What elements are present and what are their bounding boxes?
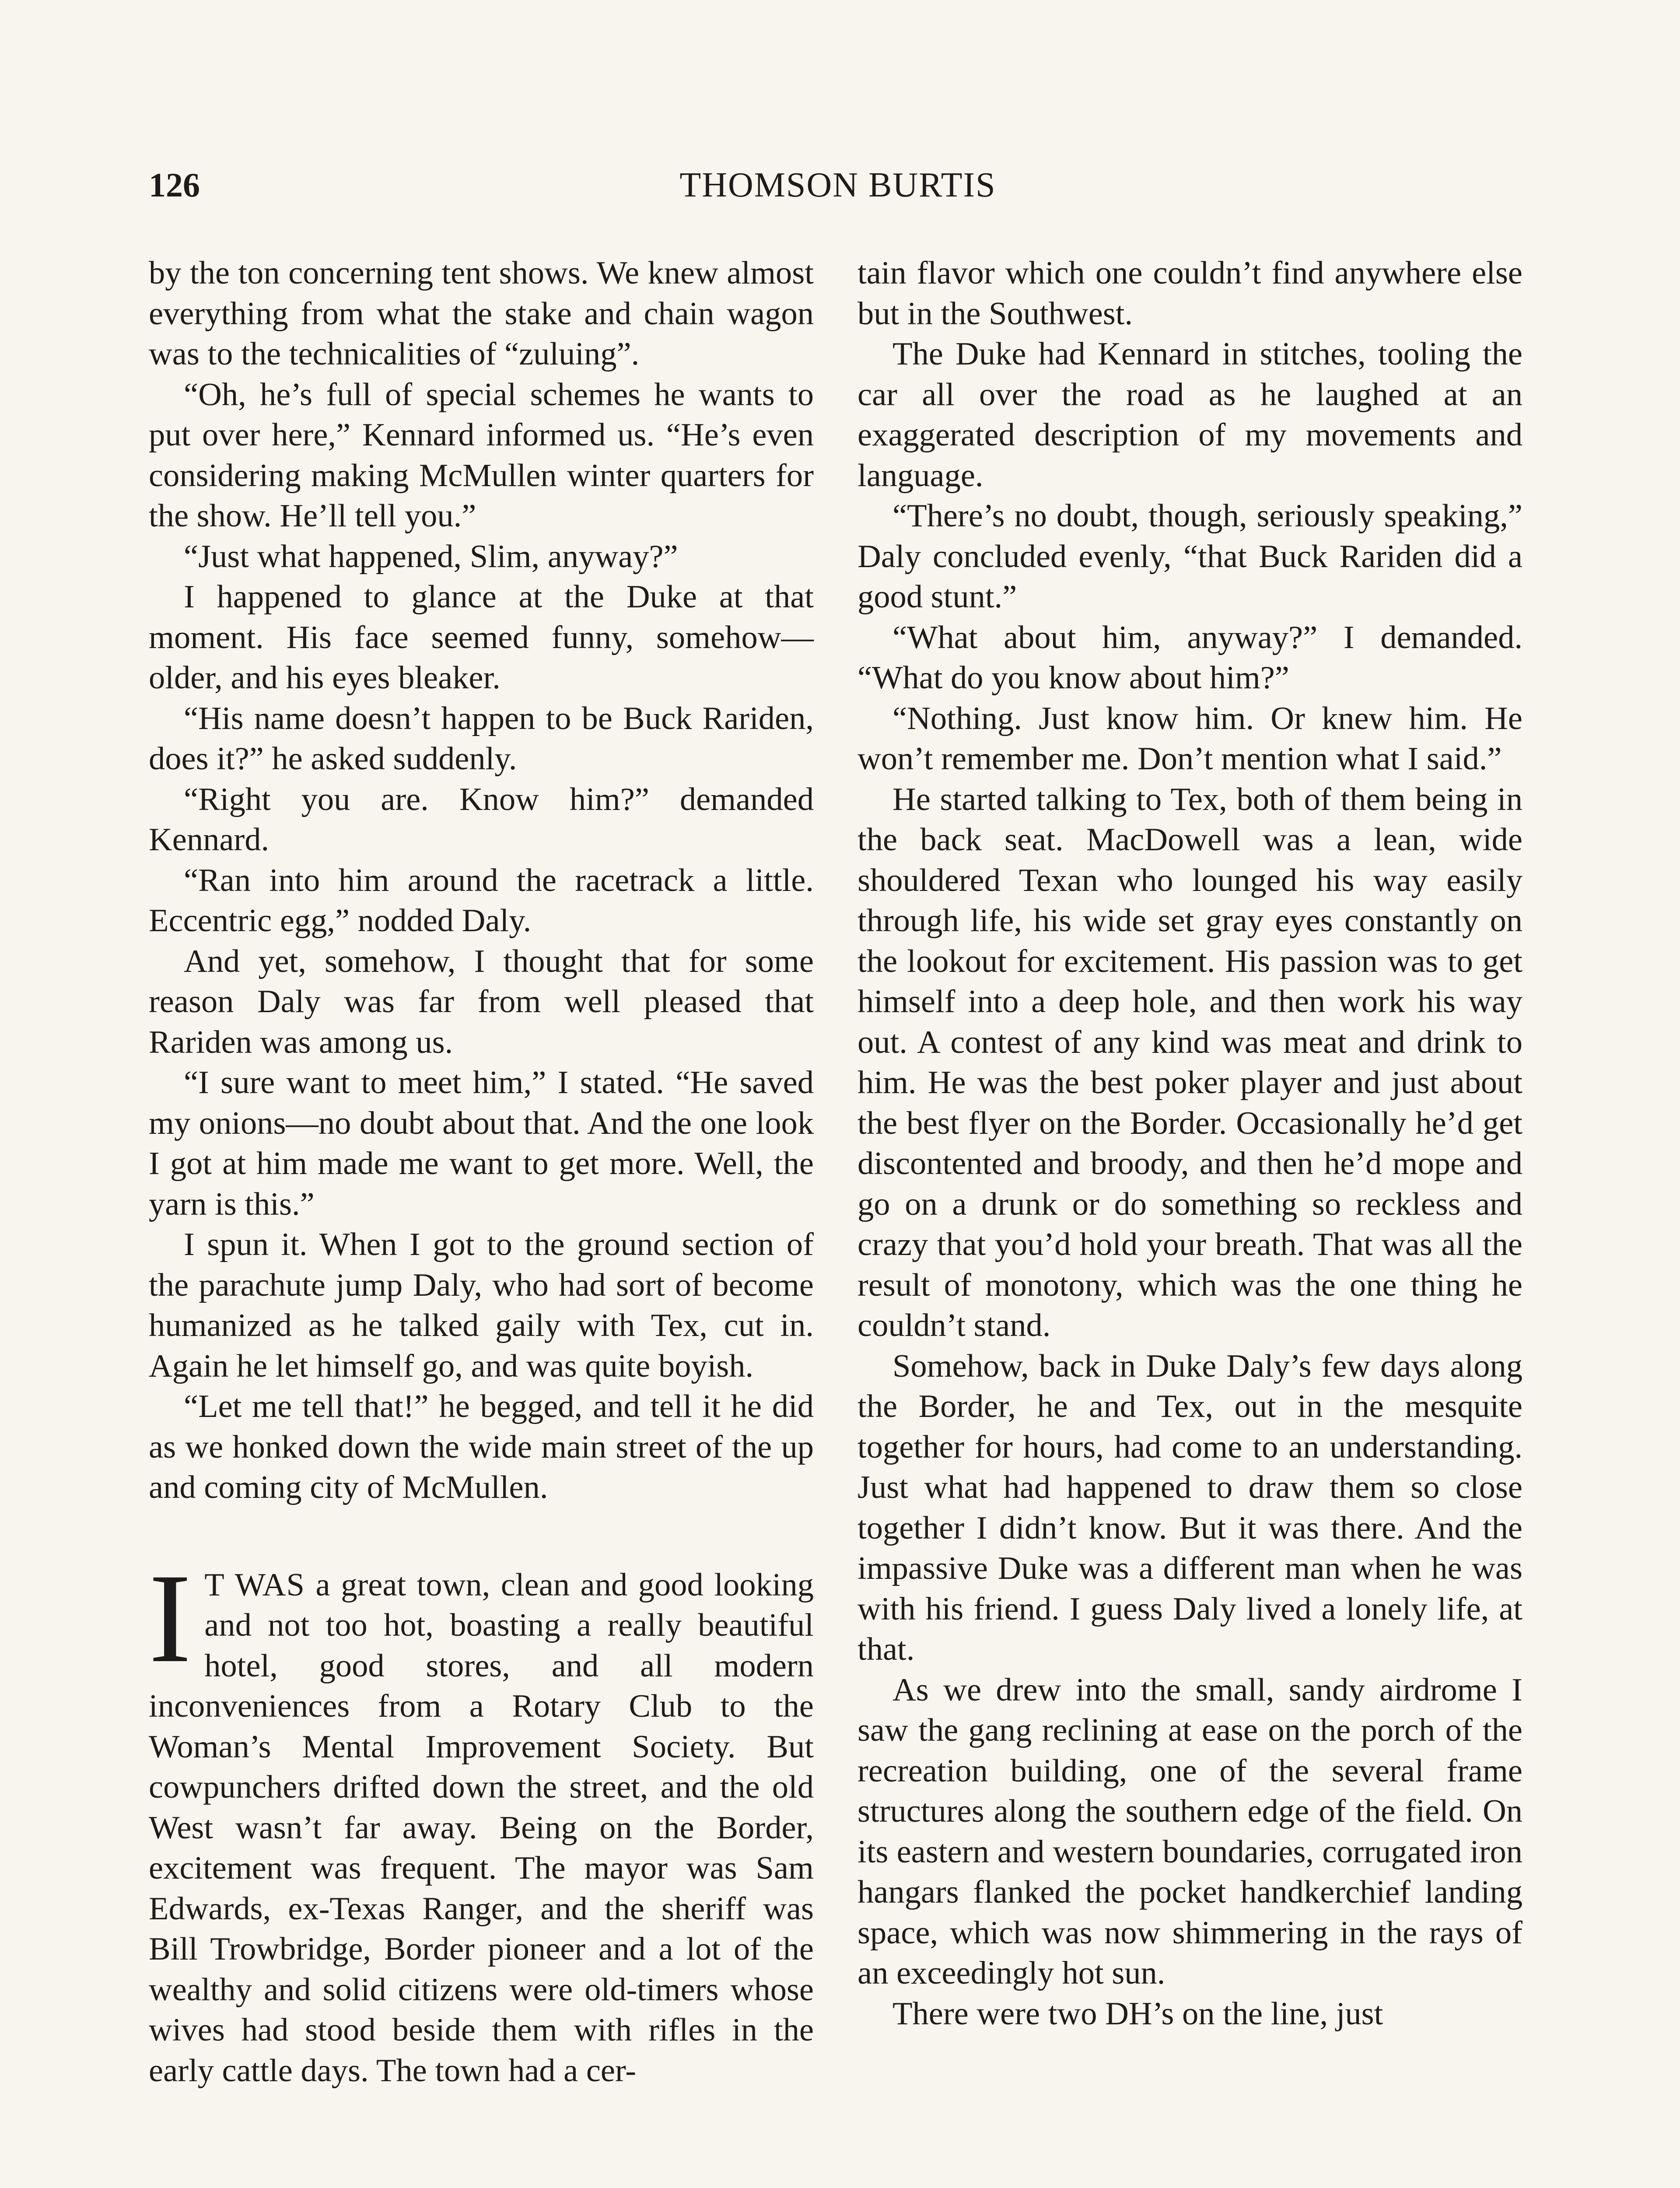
page-number: 126 — [149, 166, 200, 204]
paragraph: “Let me tell that!” he begged, and tell it he did as we honked down the wide main street of the up and coming city of McMullen. — [149, 1389, 814, 1505]
paragraph: “What about him, anyway?” I demanded. “What do you know about him?” — [858, 619, 1522, 696]
drop-cap: I — [149, 1547, 192, 1689]
paragraph: And yet, somehow, I thought that for some reason Daly was far from well pleased that Rariden was among us. — [149, 943, 814, 1060]
section-opening-paragraph — [149, 1547, 814, 2091]
paragraph-continuation: tain flavor which one couldn’t find anywhere else but in the Southwest. — [858, 255, 1522, 332]
paragraph: I happened to glance at the Duke at that moment. His face seemed funny, somehow—older, and his eyes bleaker. — [149, 579, 814, 696]
lead-in-caps: T WAS — [204, 1567, 305, 1603]
paragraph: by the ton concerning tent shows. We knew almost everything from what the stake and chain wagon was to the technicalities of “zuluing”. — [149, 255, 814, 372]
paragraph: I spun it. When I got to the ground section of the parachute jump Daly, who had sort of become humanized as he talked gaily with Tex, cut in. Again he let himself go, and was quite boyish. — [149, 1227, 814, 1384]
paragraph: As we drew into the small, sandy airdrome I saw the gang reclining at ease on the porch of the recreation building, one of the several frame structures along the southern edge of the field. On its eastern and western boundaries, corrugated iron hangars flanked the pocket handkerchief landing space, which was now shimmering in the rays of an exceedingly hot sun. — [858, 1672, 1522, 1991]
paragraph: “I sure want to meet him,” I stated. “He saved my onions—no doubt about that. And the one look I got at him made me want to get more. Well, the yarn is this.” — [149, 1065, 814, 1222]
paragraph: “Nothing. Just know him. Or knew him. He won’t remember me. Don’t mention what I said.” — [858, 700, 1522, 777]
paragraph: “Right you are. Know him?” demanded Kennard. — [149, 781, 814, 858]
paragraph: “Ran into him around the racetrack a little. Eccentric egg,” nodded Daly. — [149, 862, 814, 939]
left-column — [149, 253, 814, 2091]
paragraph: “His name doesn’t happen to be Buck Rariden, does it?” he asked suddenly. — [149, 700, 814, 777]
paragraph: The Duke had Kennard in stitches, tooling the car all over the road as he laughed at an exaggerated description of my movements and language. — [858, 336, 1522, 494]
right-column — [858, 253, 1522, 2034]
paragraph: “Oh, he’s full of special schemes he wants to put over here,” Kennard informed us. “He’s even considering making McMullen winter quarters for the show. He’ll tell you.” — [149, 376, 814, 534]
section-opening-text: a great town, clean and good looking and not too hot, boasting a really beautiful hotel, good stores, and all modern inconveniences from a Rotary Club to the Woman’s Mental Improvement Society. But cowpunchers drifted down the street, and the old West wasn’t far away. Being on the Border, excitement was frequent. The mayor was Sam Edwards, ex-Texas Ranger, and the sheriff was Bill Trowbridge, Border pioneer and a lot of the wealthy and solid citizens were old-timers whose wives had stood beside them with rifles in the early cattle days. The town had a cer- — [149, 1567, 814, 2089]
paragraph: There were two DH’s on the line, just — [892, 1995, 1383, 2032]
section-break — [149, 1508, 814, 1565]
paragraph: “Just what happened, Slim, anyway?” — [184, 538, 678, 575]
running-title: THOMSON BURTIS — [679, 166, 996, 204]
paragraph: He started talking to Tex, both of them being in the back seat. MacDowell was a lean, wide shouldered Texan who lounged his way easily through life, his wide set gray eyes constantly on the lookout for excitement. His passion was to get himself into a deep hole, and then work his way out. A contest of any kind was meat and drink to him. He was the best poker player and just about the best flyer on the Border. Occasionally he’d get discontented and broody, and then he’d mope and go on a drunk or do something so reckless and crazy that you’d hold your breath. That was all the result of monotony, which was the one thing he couldn’t stand. — [858, 781, 1522, 1343]
paragraph: Somehow, back in Duke Daly’s few days along the Border, he and Tex, out in the mesquite together for hours, had come to an understanding. Just what had happened to draw them so close together I didn’t know. But it was there. And the impassive Duke was a different man when he was with his friend. I guess Daly lived a lonely life, at that. — [858, 1348, 1522, 1667]
paragraph: “There’s no doubt, though, seriously speaking,” Daly concluded evenly, “that Buck Rariden did a good stunt.” — [858, 498, 1522, 615]
running-head — [149, 161, 1527, 209]
